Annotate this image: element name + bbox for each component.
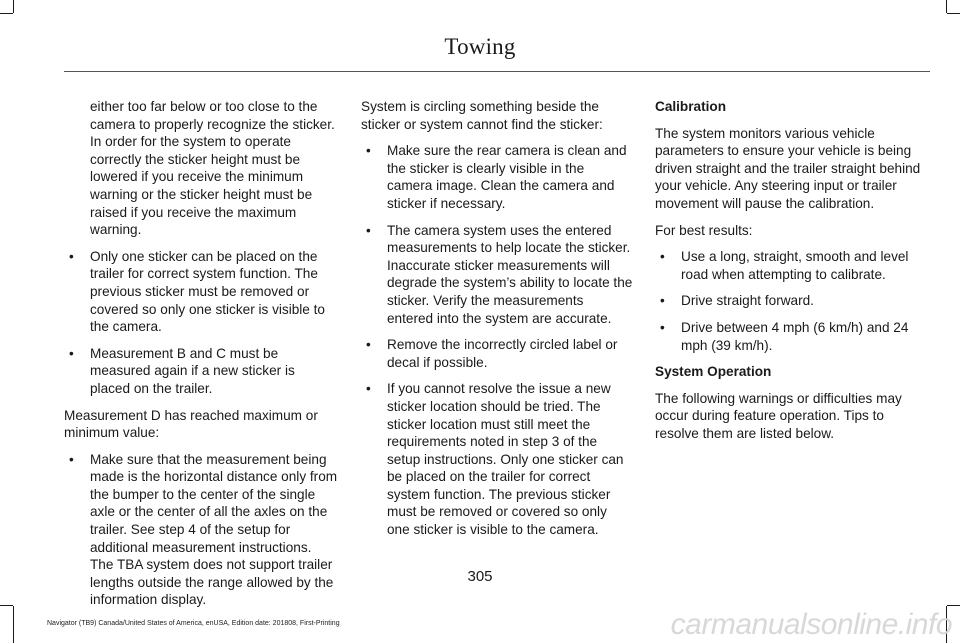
list-item: • If you cannot resolve the issue a new sticker location should be tried. The sticker location must still meet the requirements noted in step 3 of the setup instructions. Only one sticker can be placed on the trailer for correct system function. The previous sticker must be removed or covered so only one sticker is visible to the camera. (366, 381, 624, 538)
footer-edition: Navigator (TB9) Canada/United States of America, enUSA, Edition date: 201808, First-Printing (47, 620, 340, 627)
list-item: • Make sure that the measurement being made is the horizontal distance only from the bumper to the center of the single axle or the center of all the axles on the trailer. See step 4 of the setup for additional measurement instructions. The TBA system does not support trailer lengths outside the range allowed by the information display. (69, 451, 338, 608)
list-item: • Only one sticker can be placed on the trailer for correct system function. The previous sticker must be removed or covered so only one sticker is visible to the camera. (69, 248, 325, 335)
crop-mark-top-right-h (947, 13, 960, 14)
section-heading-system-operation: System Operation (655, 364, 772, 380)
bullet-icon: • (69, 345, 74, 361)
paragraph: The system monitors various vehicle parameters to ensure your vehicle is being driven straight and the trailer straight behind your vehicle. Any steering input or trailer movement will pause the calibration. (655, 125, 921, 211)
page-title: Towing (444, 34, 516, 59)
crop-mark-top-left-h (0, 13, 13, 14)
page-number: 305 (467, 568, 493, 585)
crop-mark-top-right-v (946, 0, 947, 13)
paragraph: For best results: (655, 222, 753, 238)
bullet-icon: • (366, 337, 371, 353)
list-item: • Make sure the rear camera is clean and the sticker is clearly visible in the camera image. Clean the camera and sticker if necessary. (366, 143, 627, 211)
list-item: • Drive straight forward. (660, 293, 814, 309)
bullet-list (361, 142, 633, 538)
bullet-icon: • (660, 293, 665, 309)
bullet-list (64, 248, 338, 398)
column-1 (64, 98, 338, 618)
list-item: • Remove the incorrectly circled label or decal if possible. (366, 337, 618, 370)
section-heading-calibration: Calibration (655, 99, 726, 114)
bullet-list (655, 248, 927, 354)
bullet-icon: • (366, 222, 371, 238)
continuation-paragraph: either too far below or too close to the camera to properly recognize the sticker. In order for the system to operate correctly the sticker height must be lowered if you receive the minimum warning or the sticker height must be raised if you receive the maximum warning. (90, 99, 335, 238)
column-2 (361, 98, 633, 548)
crop-mark-bottom-left-h (0, 605, 13, 606)
paragraph: Measurement D has reached maximum or minimum value: (64, 407, 318, 441)
bullet-icon: • (69, 451, 74, 467)
list-item: • Measurement B and C must be measured again if a new sticker is placed on the trailer. (69, 345, 295, 396)
bullet-icon: • (69, 248, 74, 264)
header-rule (64, 71, 930, 72)
crop-mark-bottom-right-h (947, 605, 960, 606)
bullet-list (64, 451, 338, 609)
list-item: • Use a long, straight, smooth and level road when attempting to calibrate. (660, 249, 909, 282)
crop-mark-bottom-left-v (13, 606, 14, 643)
list-item: • The camera system uses the entered measurements to help locate the sticker. Inaccurate sticker measurements will degrade the system’s ability to locate the sticker. Verify the measurements entered into the system are accurate. (366, 222, 633, 326)
paragraph: The following warnings or difficulties may occur during feature operation. Tips to resolve them are listed below. (655, 390, 902, 441)
bullet-icon: • (366, 381, 371, 397)
watermark: carmanualsonline.info (670, 608, 952, 641)
crop-mark-top-left-v (13, 0, 14, 13)
bullet-icon: • (660, 249, 665, 265)
paragraph: System is circling something beside the sticker or system cannot find the sticker: (361, 99, 603, 132)
list-item: • Drive between 4 mph (6 km/h) and 24 mph (39 km/h). (660, 319, 909, 353)
bullet-icon: • (660, 319, 665, 335)
bullet-icon: • (366, 143, 371, 159)
column-3 (655, 98, 927, 452)
